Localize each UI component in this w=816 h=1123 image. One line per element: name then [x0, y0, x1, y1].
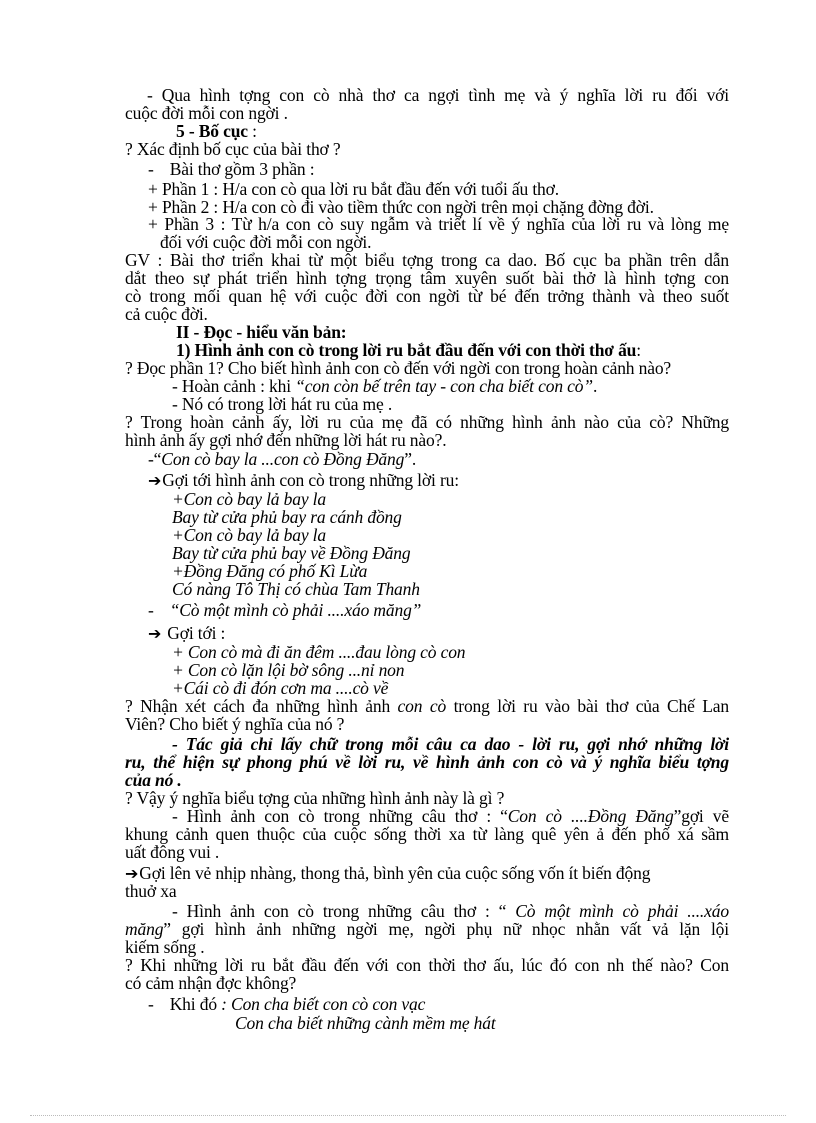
text-line: + Phần 2 : H/a con cò đi vào tiềm thức con ngời trên mọi chặng đờng đời. [148, 197, 654, 217]
question-line [125, 697, 729, 715]
text-line: + Phần 1 : H/a con cò qua lời ru bắt đầu đến với tuổi ấu thơ. [148, 179, 559, 199]
arrow-icon: ➔ [148, 473, 162, 490]
text-span: ” gợi hình ảnh những ngời mẹ, ngời phụ nữ nhọc nhằn vất vả lặn lội [163, 919, 729, 939]
text-line: cò trong mối quan hệ với cuộc đời con ngời từ bé đến trởng thành và theo suốt [125, 286, 729, 306]
heading-text: 5 - Bố cục [176, 121, 248, 141]
poem-line: Có nàng Tô Thị có chùa Tam Thanh [172, 579, 420, 599]
subheading-text: 1) Hình ảnh con cò trong lời ru bắt đầu đến với con thời thơ ấu [176, 340, 637, 360]
bullet-text: Bài thơ gồm 3 phần : [169, 159, 315, 179]
quote-span: Con cò bay la ...con cò Đồng Đăng [161, 449, 405, 469]
bullet-item [148, 601, 421, 619]
text-line: đối với cuộc đời mỗi con ngời. [160, 232, 372, 252]
section-heading [176, 122, 257, 140]
text-span: -“ [148, 449, 162, 469]
text-span: - Hình ảnh con cò trong những câu thơ : “ [172, 806, 508, 826]
text-line: + Phần 3 : Từ h/a con cò suy ngẫm và triết lí về ý nghĩa của lời ru và lòng mẹ [148, 214, 729, 234]
poem-line: + Con cò mà đi ăn đêm ....đau lòng cò con [172, 642, 466, 662]
text-line: GV : Bài thơ triển khai từ một biểu tợng trong ca dao. Bố cục ba phần trên dẫn [125, 250, 729, 270]
answer-line: ru, thể hiện sự phong phú về lời ru, về hình ảnh con cò và ý nghĩa biểu tợng [125, 752, 729, 772]
bullet-item [148, 160, 314, 178]
text-line: khung cảnh quen thuộc của cuộc sống thời xa từ làng quê yên ả đến phố xá sầm [125, 824, 729, 844]
question-line: ? Khi những lời ru bắt đầu đến với con thời thơ ấu, lúc đó con nh thế nào? Con [125, 955, 729, 975]
text-line: cả cuộc đời. [125, 304, 208, 324]
text-span: - Qua hình tợng con cò nhà thơ ca ngợi tình mẹ và ý nghĩa lời ru đối với [147, 85, 729, 105]
poem-line: +Con cò bay lả bay la [172, 489, 326, 509]
question-line: Viên? Cho biết ý nghĩa của nó ? [125, 714, 345, 734]
bullet-item [148, 995, 425, 1013]
text-span: Khi đó [169, 994, 222, 1014]
poem-line: +Cái cò đi đón cơn ma ....cò về [172, 678, 389, 698]
quote-span: Cò một mình cò phải ....xáo [515, 901, 729, 921]
quote-span: “Cò một mình cò phải ....xáo măng” [169, 600, 422, 620]
subheading-colon: : [636, 340, 641, 360]
bullet-dash: - [148, 159, 154, 179]
quote-span: : Con cha biết con cò con vạc [221, 994, 426, 1014]
poem-line: +Con cò bay lả bay la [172, 525, 326, 545]
poem-line: Con cha biết những cành mềm mẹ hát [235, 1013, 496, 1033]
text-line: dắt theo sự phát triển hình tợng trọng tâm xuyên suốt bài thở là hình tợng con [125, 268, 729, 288]
arrow-line [125, 864, 729, 884]
arrow-icon: ➔ [148, 626, 162, 643]
text-line: cuộc đời mỗi con ngời . [125, 103, 288, 123]
text-span: - Hoàn cảnh : khi [172, 376, 296, 396]
question-line: ? Vậy ý nghĩa biểu tợng của những hình ảnh này là gì ? [125, 788, 505, 808]
question-line: ? Trong hoàn cảnh ấy, lời ru của mẹ đã có những hình ảnh nào của cò? Những [125, 412, 729, 432]
text-span: - Hình ảnh con cò trong những câu thơ : “ [172, 901, 516, 921]
arrow-icon: ➔ [125, 866, 139, 883]
text-span: Gợi lên vẻ nhịp nhàng, thong thả, bình yên của cuộc sống vốn ít biến động [139, 863, 651, 883]
text-line [125, 920, 729, 938]
bullet-dash: - [148, 994, 154, 1014]
answer-line: - Tác giả chỉ lấy chữ trong mỗi câu ca dao - lời ru, gợi nhớ những lời [172, 734, 729, 754]
arrow-line [148, 624, 225, 644]
question-line: hình ảnh ấy gợi nhớ đến những lời hát ru nào?. [125, 430, 447, 450]
question-line: ? Xác định bố cục của bài thơ ? [125, 139, 341, 159]
poem-line: Bay từ cửa phủ bay ra cánh đồng [172, 507, 402, 527]
poem-line: + Con cò lặn lội bờ sông ...nỉ non [172, 660, 405, 680]
question-line: có cảm nhận đợc không? [125, 973, 297, 993]
section-heading: II - Đọc - hiểu văn bản: [176, 322, 347, 342]
text-line: thuở xa [125, 881, 177, 901]
answer-line: của nó . [125, 770, 182, 790]
text-span: trong lời ru vào bài thơ của Chế Lan [446, 696, 730, 716]
quote-span: măng [125, 919, 164, 939]
heading-colon: : [247, 121, 257, 141]
question-line: ? Đọc phần 1? Cho biết hình ảnh con cò đến với ngời con trong hoàn cảnh nào? [125, 358, 672, 378]
text-line [148, 450, 416, 468]
arrow-line [148, 471, 459, 491]
text-span: Gợi tới : [167, 623, 226, 643]
text-line [172, 807, 729, 825]
page-bottom-rule [30, 1115, 786, 1116]
text-span: . [592, 376, 598, 396]
poem-line: +Đồng Đăng có phố Kì Lừa [172, 561, 368, 581]
text-span: ”. [404, 449, 417, 469]
text-line: kiếm sống . [125, 937, 205, 957]
text-span: ? Nhận xét cách đa những hình ảnh [125, 696, 398, 716]
quote-span: Con cò ....Đồng Đăng [507, 806, 674, 826]
quote-span: “con còn bế trên tay - con cha biết con cò” [295, 376, 593, 396]
text-line [125, 86, 729, 104]
text-line: - Nó có trong lời hát ru của mẹ . [172, 394, 393, 414]
subsection-heading [176, 341, 641, 359]
poem-line: Bay từ cửa phủ bay về Đồng Đăng [172, 543, 411, 563]
bullet-dash: - [148, 600, 154, 620]
text-span: Gợi tới hình ảnh con cò trong những lời ru: [162, 470, 459, 490]
italic-span: con cò [397, 696, 447, 716]
text-line: uất đông vui . [125, 842, 220, 862]
text-line [172, 902, 729, 920]
text-line [172, 377, 597, 395]
text-span: ”gợi vẽ [673, 806, 729, 826]
